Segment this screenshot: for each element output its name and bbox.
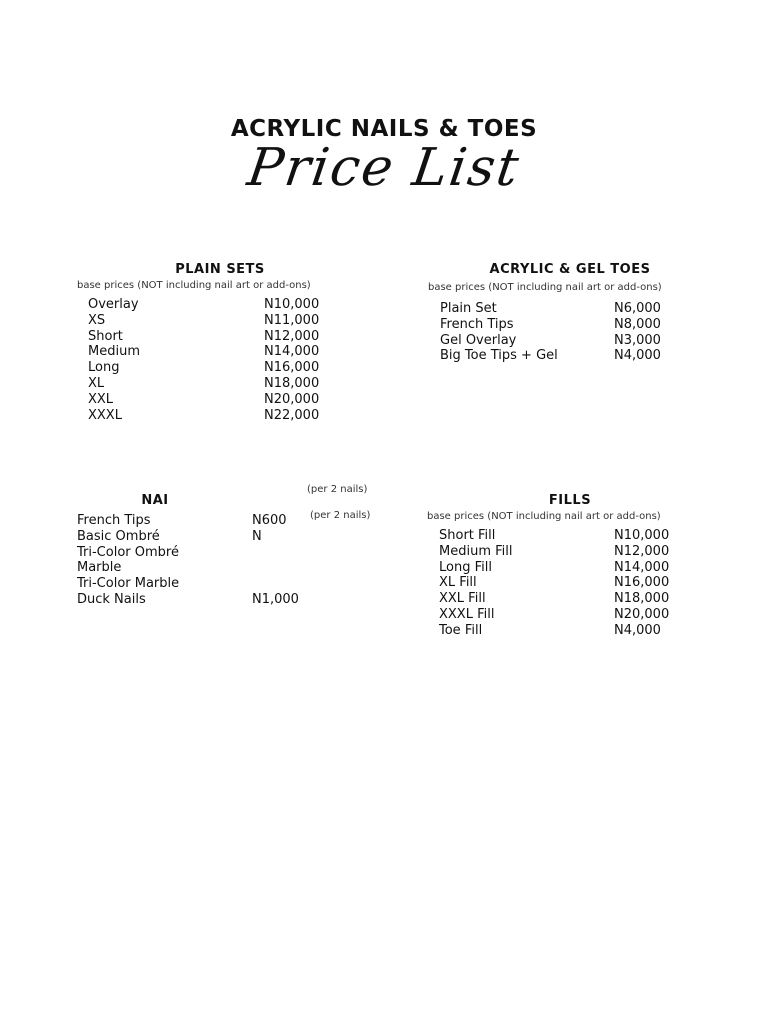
toes-title: ACRYLIC & GEL TOES (489, 262, 651, 277)
item-name: Medium (88, 344, 140, 360)
list-item (439, 575, 699, 591)
item-price: N18,000 (614, 591, 670, 607)
list-item (88, 360, 348, 376)
item-name: Short (88, 328, 123, 344)
item-price: N16,000 (264, 360, 320, 376)
item-name: Duck Nails (77, 591, 146, 607)
list-item (88, 329, 348, 345)
list-item (439, 623, 699, 639)
list-item (439, 528, 699, 544)
item-price: N8,000 (614, 316, 661, 332)
item-name: French Tips (77, 513, 151, 528)
list-item (439, 544, 699, 560)
item-price: N14,000 (614, 559, 670, 575)
item-name: French Tips (440, 316, 514, 332)
list-item (88, 408, 348, 424)
item-name: Plain Set (440, 301, 497, 316)
item-price: N18,000 (264, 375, 320, 391)
item-name: XXL Fill (439, 591, 486, 607)
item-price: N600 (252, 513, 287, 528)
plain-sets-note: base prices (NOT including nail art or add-ons) (77, 280, 311, 291)
plain-sets-list (88, 297, 348, 423)
list-item (88, 297, 348, 313)
toes-note: base prices (NOT including nail art or add-ons) (428, 282, 662, 293)
list-item (88, 392, 348, 408)
script-subtitle: Price List (243, 138, 525, 198)
item-name: XL (88, 375, 105, 391)
fills-note: base prices (NOT including nail art or add-ons) (427, 511, 661, 522)
item-name: Toe Fill (439, 622, 483, 638)
item-price: N6,000 (614, 301, 661, 316)
item-name: XXL (88, 391, 114, 407)
item-name: Short Fill (439, 528, 496, 543)
list-item (77, 513, 337, 529)
nail-art-list (77, 513, 337, 608)
item-price: N10,000 (614, 528, 670, 543)
item-price: N11,000 (264, 312, 320, 328)
item-price: N12,000 (614, 543, 670, 559)
nail-art-title: NAI (141, 493, 169, 508)
list-item (440, 317, 700, 333)
list-item (88, 344, 348, 360)
list-item (440, 333, 700, 349)
nail-art-note-2: (per 2 nails) (310, 510, 371, 521)
list-item (440, 348, 700, 364)
item-price: N20,000 (614, 606, 670, 622)
item-name: XS (88, 312, 106, 328)
item-name: Tri-Color Ombré (77, 544, 179, 560)
item-name: XXXL (88, 407, 122, 423)
item-name: Long (88, 360, 120, 376)
page-title: ACRYLIC NAILS & TOES (230, 116, 538, 142)
list-item (88, 376, 348, 392)
fills-title: FILLS (548, 493, 592, 508)
item-price: N (252, 528, 262, 544)
list-item (77, 592, 337, 608)
item-price: N14,000 (264, 344, 320, 360)
item-name: Marble (77, 560, 122, 576)
list-item (439, 560, 699, 576)
item-name: XL Fill (439, 575, 477, 591)
item-price: N10,000 (264, 297, 320, 312)
plain-sets-title: PLAIN SETS (175, 262, 265, 277)
item-name: Big Toe Tips + Gel (440, 348, 558, 364)
list-item (77, 560, 337, 576)
list-item (439, 591, 699, 607)
list-item (440, 301, 700, 317)
item-price: N4,000 (614, 622, 661, 638)
item-price: N12,000 (264, 328, 320, 344)
item-price: N1,000 (252, 591, 299, 607)
list-item (77, 529, 337, 545)
list-item (439, 607, 699, 623)
fills-list (439, 528, 699, 639)
item-name: Basic Ombré (77, 528, 160, 544)
list-item (88, 313, 348, 329)
item-price: N16,000 (614, 575, 670, 591)
item-price: N20,000 (264, 391, 320, 407)
item-name: Overlay (88, 297, 139, 312)
item-price: N3,000 (614, 332, 661, 348)
list-item (77, 545, 337, 561)
item-price: N4,000 (614, 348, 661, 364)
toes-list (440, 301, 700, 364)
list-item (77, 576, 337, 592)
item-name: Gel Overlay (440, 332, 517, 348)
item-name: XXXL Fill (439, 606, 495, 622)
item-name: Tri-Color Marble (77, 576, 180, 592)
item-name: Medium Fill (439, 543, 513, 559)
item-price: N22,000 (264, 407, 320, 423)
item-name: Long Fill (439, 559, 492, 575)
nail-art-note-1: (per 2 nails) (307, 484, 368, 495)
